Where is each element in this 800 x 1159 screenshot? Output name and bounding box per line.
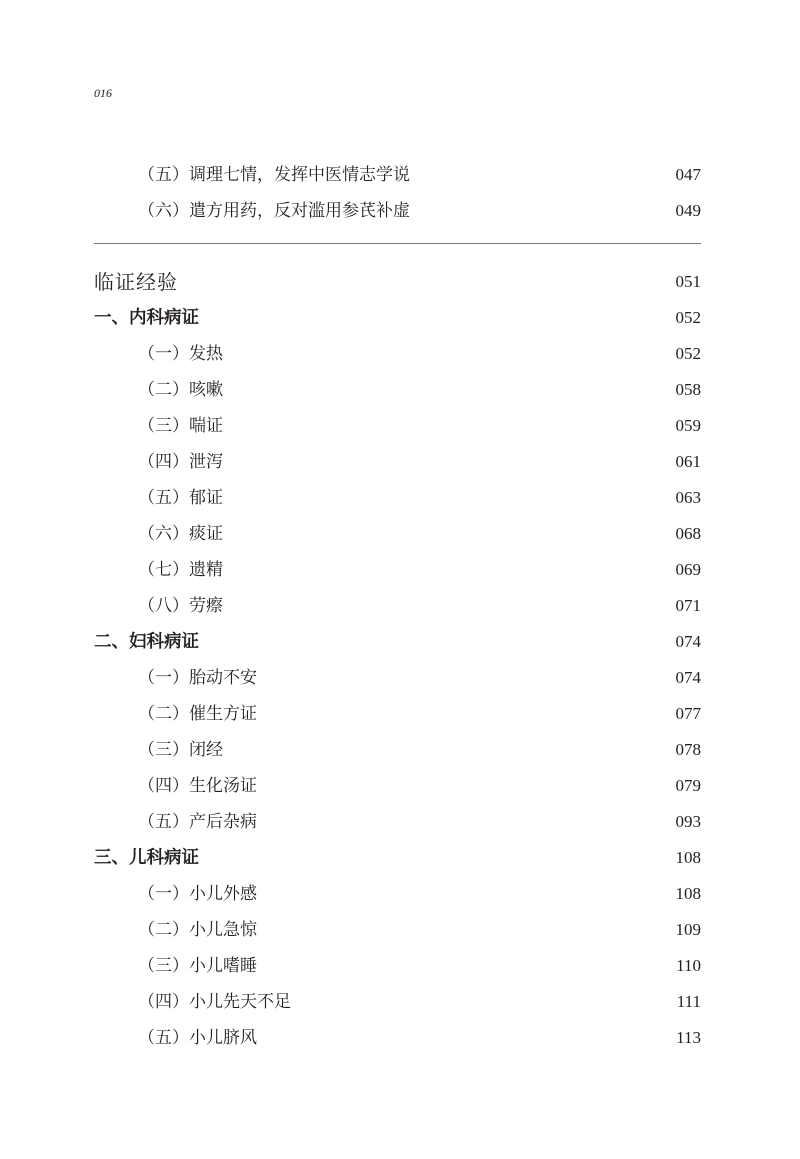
toc-entry-title: （二）咳嗽 bbox=[138, 380, 223, 400]
toc-entry-title: （二）催生方证 bbox=[138, 704, 257, 724]
toc-entry-page: 109 bbox=[675, 920, 701, 939]
toc-entry-title: （三）小儿嗜睡 bbox=[138, 956, 257, 976]
toc-entry-page: 111 bbox=[676, 992, 701, 1011]
chapter-title: 临证经验 bbox=[94, 270, 178, 294]
toc-section-pediatrics[interactable] bbox=[94, 840, 701, 876]
toc-chapter-heading[interactable] bbox=[94, 264, 701, 300]
toc-entry-page: 071 bbox=[675, 596, 701, 615]
toc-entry-page: 068 bbox=[675, 524, 701, 543]
toc-entry[interactable] bbox=[94, 804, 701, 840]
toc-entry[interactable] bbox=[94, 984, 701, 1020]
section-page: 074 bbox=[675, 632, 701, 651]
toc-entry-title: （一）小儿外感 bbox=[138, 884, 257, 904]
toc-entry[interactable] bbox=[94, 552, 701, 588]
toc-entry-title: （六）痰证 bbox=[138, 524, 223, 544]
toc-entry-title: （三）喘证 bbox=[138, 416, 223, 436]
toc-entry[interactable] bbox=[94, 516, 701, 552]
toc-main bbox=[94, 264, 701, 1056]
toc-entry-title: （三）闭经 bbox=[138, 740, 223, 760]
toc-entry-title: （五）小儿脐风 bbox=[138, 1028, 257, 1048]
toc-entry[interactable] bbox=[94, 444, 701, 480]
toc-entry[interactable] bbox=[94, 408, 701, 444]
toc-entry[interactable] bbox=[94, 948, 701, 984]
toc-entry-page: 059 bbox=[675, 416, 701, 435]
toc-entry-page: 069 bbox=[675, 560, 701, 579]
section-page: 052 bbox=[675, 308, 701, 327]
toc-entry[interactable] bbox=[94, 876, 701, 912]
toc-top-entries bbox=[94, 157, 701, 229]
toc-entry-page: 077 bbox=[675, 704, 701, 723]
toc-entry-page: 047 bbox=[675, 165, 701, 184]
section-title: 三、儿科病证 bbox=[94, 848, 199, 868]
toc-entry[interactable] bbox=[94, 157, 701, 193]
toc-entry-page: 058 bbox=[675, 380, 701, 399]
toc-entry[interactable] bbox=[94, 588, 701, 624]
toc-entry[interactable] bbox=[94, 732, 701, 768]
page-number: 016 bbox=[94, 86, 112, 100]
toc-entry-page: 113 bbox=[676, 1028, 701, 1047]
toc-entry-page: 079 bbox=[675, 776, 701, 795]
toc-entry[interactable] bbox=[94, 912, 701, 948]
toc-entry-page: 061 bbox=[675, 452, 701, 471]
toc-entry[interactable] bbox=[94, 696, 701, 732]
toc-section-internal[interactable] bbox=[94, 300, 701, 336]
toc-entry-title: （四）泄泻 bbox=[138, 452, 223, 472]
toc-entry[interactable] bbox=[94, 660, 701, 696]
section-divider bbox=[94, 243, 701, 244]
toc-entry-title: （一）胎动不安 bbox=[138, 668, 257, 688]
toc-entry[interactable] bbox=[94, 480, 701, 516]
toc-entry[interactable] bbox=[94, 193, 701, 229]
toc-entry-page: 049 bbox=[675, 201, 701, 220]
toc-entry-title: （七）遗精 bbox=[138, 560, 223, 580]
toc-section-gynecology[interactable] bbox=[94, 624, 701, 660]
toc-entry-page: 078 bbox=[675, 740, 701, 759]
toc-entry-title: （二）小儿急惊 bbox=[138, 920, 257, 940]
toc-entry[interactable] bbox=[94, 336, 701, 372]
section-page: 108 bbox=[675, 848, 701, 867]
toc-entry[interactable] bbox=[94, 768, 701, 804]
section-title: 一、内科病证 bbox=[94, 308, 199, 328]
toc-entry-title: （四）生化汤证 bbox=[138, 776, 257, 796]
toc-entry-title: （五）产后杂病 bbox=[138, 812, 257, 832]
section-title: 二、妇科病证 bbox=[94, 632, 199, 652]
toc-entry[interactable] bbox=[94, 372, 701, 408]
toc-entry-page: 074 bbox=[675, 668, 701, 687]
toc-entry-title: （八）劳瘵 bbox=[138, 596, 223, 616]
toc-entry-page: 063 bbox=[675, 488, 701, 507]
toc-entry-title: （六）遣方用药，反对滥用参芪补虚 bbox=[138, 201, 410, 221]
toc-entry-title: （一）发热 bbox=[138, 344, 223, 364]
toc-entry-title: （五）调理七情，发挥中医情志学说 bbox=[138, 165, 410, 185]
toc-entry[interactable] bbox=[94, 1020, 701, 1056]
toc-entry-page: 052 bbox=[675, 344, 701, 363]
toc-entry-page: 093 bbox=[675, 812, 701, 831]
chapter-page: 051 bbox=[675, 272, 701, 291]
toc-entry-page: 108 bbox=[675, 884, 701, 903]
toc-entry-page: 110 bbox=[676, 956, 701, 975]
toc-entry-title: （五）郁证 bbox=[138, 488, 223, 508]
toc-entry-title: （四）小儿先天不足 bbox=[138, 992, 291, 1012]
